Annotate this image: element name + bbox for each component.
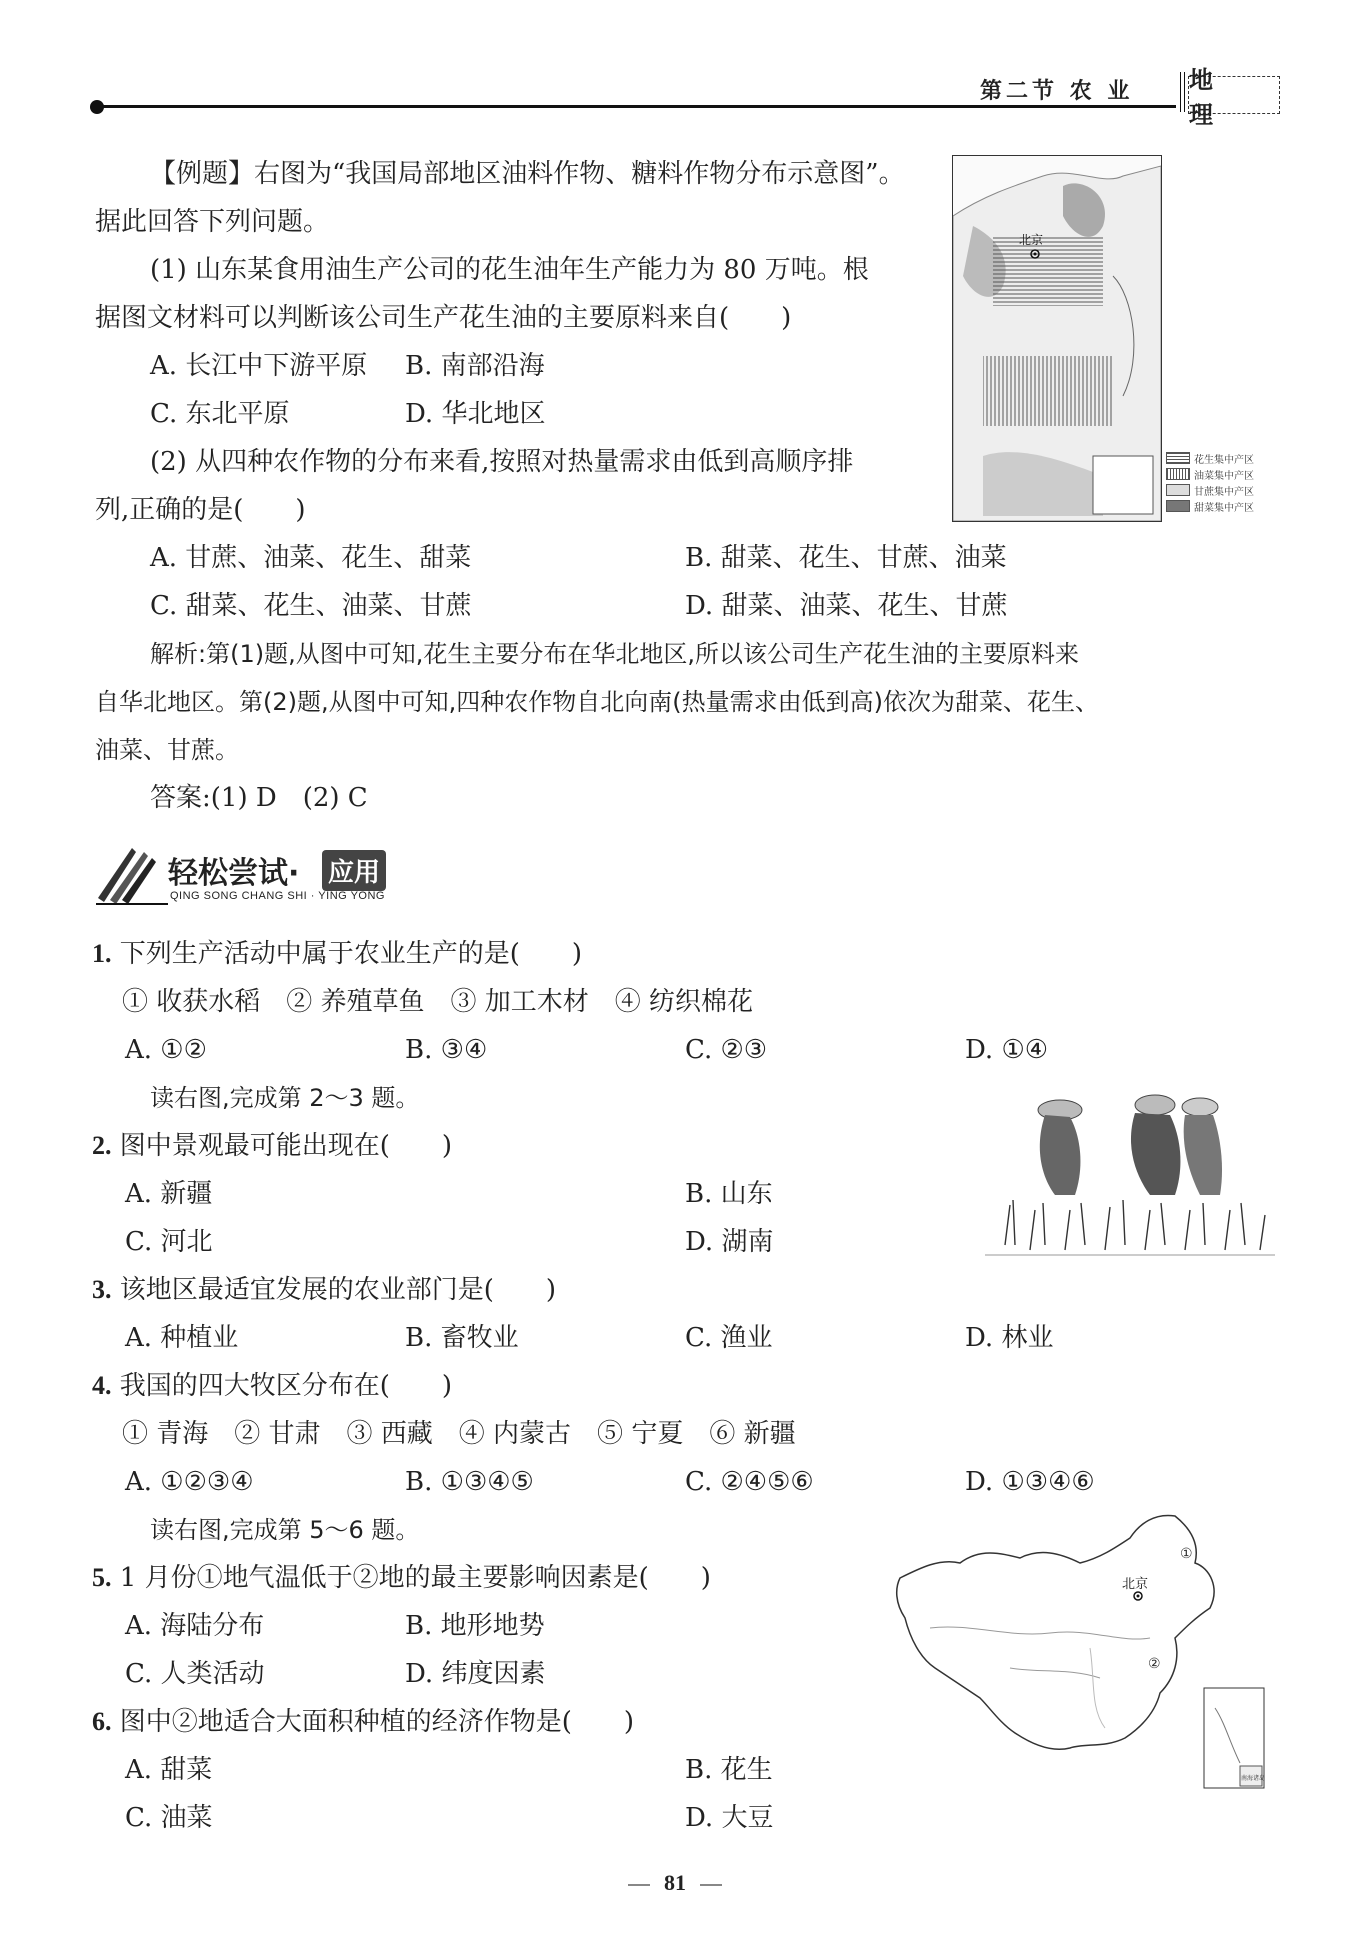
question-stem: 该地区最适宜发展的农业部门是( ) <box>119 1275 557 1305</box>
legend-swatch-peanut <box>1166 452 1190 464</box>
question-number: 5. <box>92 1563 112 1592</box>
question-number: 4. <box>92 1371 112 1400</box>
map2-point-1-label: ① <box>1180 1546 1193 1562</box>
page-number-dash-left <box>628 1884 650 1886</box>
map2-inset-label: 南海诸岛 <box>1241 1775 1266 1782</box>
q3-option-a: A. 种植业 <box>125 1323 239 1353</box>
header-separator <box>1180 72 1185 112</box>
subject-label: 地 理 <box>1188 76 1280 114</box>
answer-line: 答案:(1) D (2) C <box>150 783 368 813</box>
question-number: 1. <box>92 939 112 968</box>
question-3 <box>92 1266 556 1314</box>
question-4-items: ① 青海 ② 甘肃 ③ 西藏 ④ 内蒙古 ⑤ 宁夏 ⑥ 新疆 <box>122 1419 796 1449</box>
q6-option-c: C. 油菜 <box>125 1803 213 1833</box>
analysis-line3: 油菜、甘蔗。 <box>95 736 239 764</box>
question-4 <box>92 1362 452 1410</box>
q4-option-d: D. ①③④⑥ <box>965 1467 1095 1497</box>
example-q1-option-c: C. 东北平原 <box>150 399 290 429</box>
q6-option-a: A. 甜菜 <box>125 1755 213 1785</box>
crop-distribution-map <box>952 155 1162 522</box>
example-q2-option-c: C. 甜菜、花生、油菜、甘蔗 <box>150 591 472 621</box>
analysis-line1: 解析:第(1)题,从图中可知,花生主要分布在华北地区,所以该公司生产花生油的主要原料来 <box>150 640 1079 668</box>
question-5 <box>92 1554 711 1602</box>
q4-option-a: A. ①②③④ <box>125 1467 254 1497</box>
question-stem: 1 月份①地气温低于②地的最主要影响因素是( ) <box>119 1563 711 1593</box>
example-q2-option-a: A. 甘蔗、油菜、花生、甜菜 <box>150 543 472 573</box>
q6-option-b: B. 花生 <box>685 1755 773 1785</box>
note-questions-5-6: 读右图,完成第 5～6 题。 <box>150 1516 420 1544</box>
banner-subtitle: QING SONG CHANG SHI · YING YONG <box>170 890 385 902</box>
example-q1-option-d: D. 华北地区 <box>405 399 546 429</box>
china-outline-map <box>890 1508 1270 1798</box>
legend-swatch-sugarcane <box>1166 484 1190 496</box>
question-1 <box>92 930 582 978</box>
legend-label: 甘蔗集中产区 <box>1194 486 1254 498</box>
q3-option-c: C. 渔业 <box>685 1323 773 1353</box>
map-legend <box>1166 450 1276 514</box>
map-beijing-label: 北京 <box>1019 233 1044 247</box>
legend-label: 甜菜集中产区 <box>1194 502 1254 514</box>
question-number: 2. <box>92 1131 112 1160</box>
page-number: 81 <box>664 1870 686 1895</box>
q4-option-b: B. ①③④⑤ <box>405 1467 534 1497</box>
q2-option-b: B. 山东 <box>685 1179 773 1209</box>
legend-item <box>1166 498 1276 514</box>
q3-option-d: D. 林业 <box>965 1323 1054 1353</box>
example-intro-line1: 【例题】右图为“我国局部地区油料作物、糖料作物分布示意图”。 <box>150 159 905 189</box>
rice-field-illustration <box>985 1085 1275 1260</box>
q2-option-a: A. 新疆 <box>125 1179 213 1209</box>
example-intro-line2: 据此回答下列问题。 <box>95 207 330 237</box>
q5-option-b: B. 地形地势 <box>405 1611 545 1641</box>
q2-option-d: D. 湖南 <box>685 1227 774 1257</box>
map2-point-2-label: ② <box>1148 1656 1161 1672</box>
example-q2-option-b: B. 甜菜、花生、甘蔗、油菜 <box>685 543 1007 573</box>
question-number: 6. <box>92 1707 112 1736</box>
page-number-row <box>0 1870 1350 1896</box>
legend-item <box>1166 450 1276 466</box>
example-q1-option-b: B. 南部沿海 <box>405 351 545 381</box>
banner-title: 轻松尝试· <box>168 856 300 891</box>
example-q2-line2: 列,正确的是( ) <box>95 495 306 525</box>
legend-label: 油菜集中产区 <box>1194 470 1254 482</box>
q4-option-c: C. ②④⑤⑥ <box>685 1467 814 1497</box>
q1-option-a: A. ①② <box>125 1035 207 1065</box>
legend-item <box>1166 466 1276 482</box>
q5-option-c: C. 人类活动 <box>125 1659 265 1689</box>
page-number-dash-right <box>700 1884 722 1886</box>
q3-option-b: B. 畜牧业 <box>405 1323 519 1353</box>
question-stem: 图中景观最可能出现在( ) <box>119 1131 453 1161</box>
example-q1-line1: (1) 山东某食用油生产公司的花生油年生产能力为 80 万吨。根 <box>150 255 869 285</box>
analysis-line2: 自华北地区。第(2)题,从图中可知,四种农作物自北向南(热量需求由低到高)依次为甜菜、花生、 <box>95 688 1099 716</box>
q1-option-c: C. ②③ <box>685 1035 768 1065</box>
example-q1-option-a: A. 长江中下游平原 <box>150 351 368 381</box>
banner-tag: 应用 <box>322 850 386 891</box>
q6-option-d: D. 大豆 <box>685 1803 774 1833</box>
q2-option-c: C. 河北 <box>125 1227 213 1257</box>
question-stem: 下列生产活动中属于农业生产的是( ) <box>119 939 583 969</box>
question-stem: 图中②地适合大面积种植的经济作物是( ) <box>119 1707 635 1737</box>
q5-option-a: A. 海陆分布 <box>125 1611 265 1641</box>
example-q2-line1: (2) 从四种农作物的分布来看,按照对热量需求由低到高顺序排 <box>150 447 854 477</box>
map2-beijing-label: 北京 <box>1122 1577 1149 1592</box>
q1-option-b: B. ③④ <box>405 1035 488 1065</box>
note-questions-2-3: 读右图,完成第 2～3 题。 <box>150 1084 420 1112</box>
q5-option-d: D. 纬度因素 <box>405 1659 546 1689</box>
question-1-items: ① 收获水稻 ② 养殖草鱼 ③ 加工木材 ④ 纺织棉花 <box>122 987 754 1017</box>
header-rule <box>98 105 1176 108</box>
legend-item <box>1166 482 1276 498</box>
question-6 <box>92 1698 634 1746</box>
section-title: 第二节 农 业 <box>980 78 1134 104</box>
legend-label: 花生集中产区 <box>1194 454 1254 466</box>
example-q2-option-d: D. 甜菜、油菜、花生、甘蔗 <box>685 591 1008 621</box>
question-2 <box>92 1122 452 1170</box>
example-q1-line2: 据图文材料可以判断该公司生产花生油的主要原料来自( ) <box>95 303 792 333</box>
question-number: 3. <box>92 1275 112 1304</box>
legend-swatch-beet <box>1166 500 1190 512</box>
question-stem: 我国的四大牧区分布在( ) <box>119 1371 453 1401</box>
q1-option-d: D. ①④ <box>965 1035 1049 1065</box>
legend-swatch-rapeseed <box>1166 468 1190 480</box>
